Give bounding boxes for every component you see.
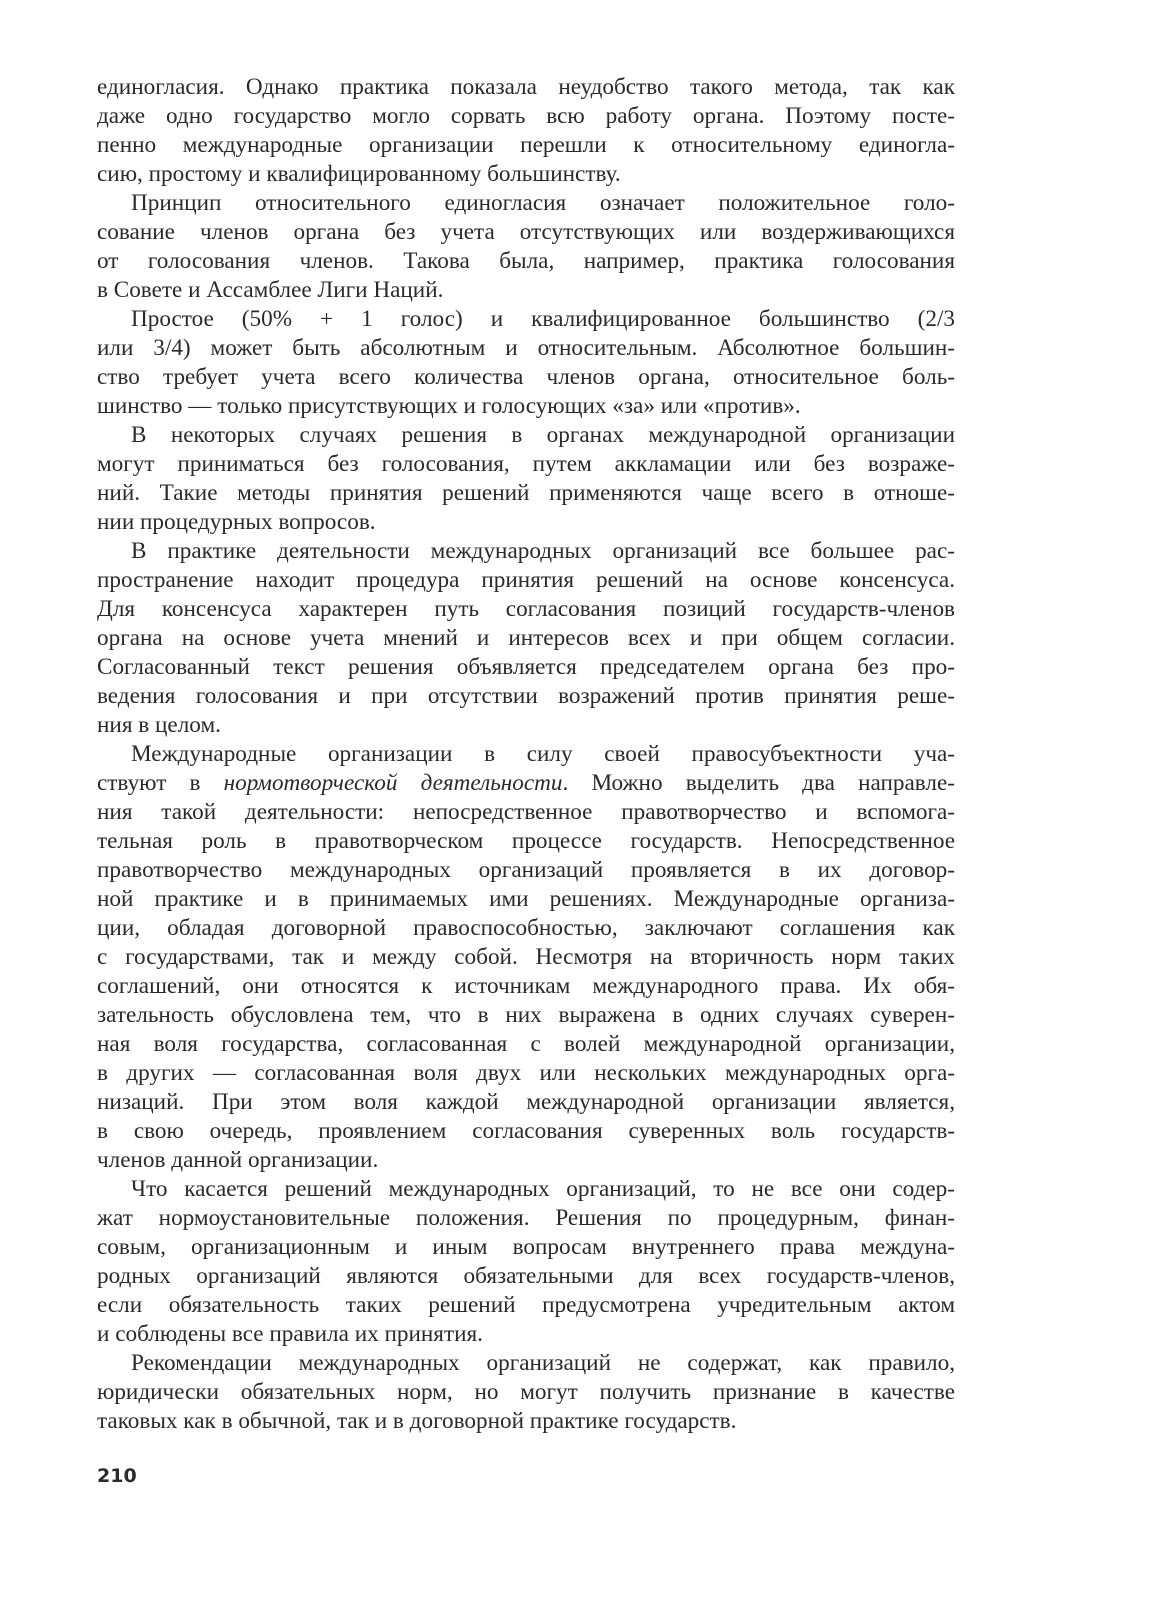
text-line: юридически обязательных норм, но могут получить признание в качестве	[97, 1379, 955, 1405]
emphasized-term: нормотворческой деятельности	[223, 770, 563, 796]
paragraph	[97, 73, 955, 189]
text-line: низаций. При этом воля каждой международной организации является,	[97, 1089, 955, 1115]
text-line: тельная роль в правотворческом процессе государств. Непосредственное	[97, 828, 955, 854]
text-line: Международные организации в силу своей правосубъектности уча-	[131, 741, 955, 767]
text-line: Принцип относительного единогласия означает положительное голо-	[131, 190, 955, 216]
text-line: пространение находит процедура принятия решений на основе консенсуса.	[97, 567, 955, 593]
text-line: единогласия. Однако практика показала неудобство такого метода, так как	[97, 74, 955, 100]
page-number: 210	[97, 1465, 137, 1487]
paragraph	[97, 305, 955, 421]
text-line: Согласованный текст решения объявляется председателем органа без про-	[97, 654, 955, 680]
text-run: . Можно выделить два направле-	[562, 770, 955, 796]
text-line: ведения голосования и при отсутствии возражений против принятия реше-	[97, 683, 955, 709]
text-line: с государствами, так и между собой. Несмотря на вторичность норм таких	[97, 944, 955, 970]
text-line: в других — согласованная воля двух или нескольких международных орга-	[97, 1060, 955, 1086]
text-line: если обязательность таких решений предусмотрена учредительным актом	[97, 1292, 955, 1318]
text-line: соглашений, они относятся к источникам международного права. Их обя-	[97, 973, 955, 999]
text-line: и соблюдены все правила их принятия.	[97, 1321, 483, 1347]
text-line: совым, организационным и иным вопросам внутреннего права междуна-	[97, 1234, 955, 1260]
text-line: зательность обусловлена тем, что в них выражена в одних случаях суверен-	[97, 1002, 955, 1028]
text-line: органа на основе учета мнений и интересов всех и при общем согласии.	[97, 625, 955, 651]
text-line: правотворчество международных организаций проявляется в их договор-	[97, 857, 955, 883]
text-line: ство требует учета всего количества членов органа, относительное боль-	[97, 364, 955, 390]
text-line: жат нормоустановительные положения. Решения по процедурным, финан-	[97, 1205, 955, 1231]
text-line: ной практике и в принимаемых ими решениях. Международные организа-	[97, 886, 955, 912]
paragraph	[97, 537, 955, 740]
text-run: ствуют в	[97, 770, 224, 796]
text-line: или 3/4) может быть абсолютным и относительным. Абсолютное большин-	[97, 335, 955, 361]
text-line: в свою очередь, проявлением согласования суверенных воль государств-	[97, 1118, 955, 1144]
text-line: ная воля государства, согласованная с волей международной организации,	[97, 1031, 955, 1057]
text-line	[97, 769, 955, 798]
text-line: могут приниматься без голосования, путем аккламации или без возраже-	[97, 451, 955, 477]
text-line: В некоторых случаях решения в органах международной организации	[131, 422, 955, 448]
text-line: шинство — только присутствующих и голосующих «за» или «против».	[97, 393, 801, 419]
text-line: таковых как в обычной, так и в договорной практике государств.	[97, 1408, 737, 1434]
text-line: ции, обладая договорной правоспособностью, заключают соглашения как	[97, 915, 955, 941]
text-line: ния такой деятельности: непосредственное правотворчество и вспомога-	[97, 799, 955, 825]
text-line: даже одно государство могло сорвать всю работу органа. Поэтому посте-	[97, 103, 955, 129]
text-line: В практике деятельности международных организаций все большее рас-	[131, 538, 955, 564]
text-line: в Совете и Ассамблее Лиги Наций.	[97, 277, 444, 303]
paragraph	[97, 740, 955, 1175]
paragraph	[97, 189, 955, 305]
paragraph	[97, 1349, 955, 1436]
paragraph	[97, 421, 955, 537]
text-line: Рекомендации международных организаций не содержат, как правило,	[131, 1350, 955, 1376]
text-line: членов данной организации.	[97, 1147, 379, 1173]
text-line: родных организаций являются обязательными для всех государств-членов,	[97, 1263, 955, 1289]
text-line: сию, простому и квалифицированному большинству.	[97, 161, 621, 187]
body-text	[97, 73, 955, 1436]
text-line: пенно международные организации перешли к относительному единогла-	[97, 132, 955, 158]
text-line: Что касается решений международных организаций, то не все они содер-	[131, 1176, 955, 1202]
text-line: от голосования членов. Такова была, например, практика голосования	[97, 248, 955, 274]
text-line: Простое (50% + 1 голос) и квалифицированное большинство (2/3	[131, 306, 955, 332]
text-line: нии процедурных вопросов.	[97, 509, 376, 535]
text-line: Для консенсуса характерен путь согласования позиций государств-членов	[97, 596, 955, 622]
text-line: сование членов органа без учета отсутствующих или воздерживающихся	[97, 219, 955, 245]
text-line: ний. Такие методы принятия решений применяются чаще всего в отноше-	[97, 480, 955, 506]
text-line: ния в целом.	[97, 712, 221, 738]
paragraph	[97, 1175, 955, 1349]
